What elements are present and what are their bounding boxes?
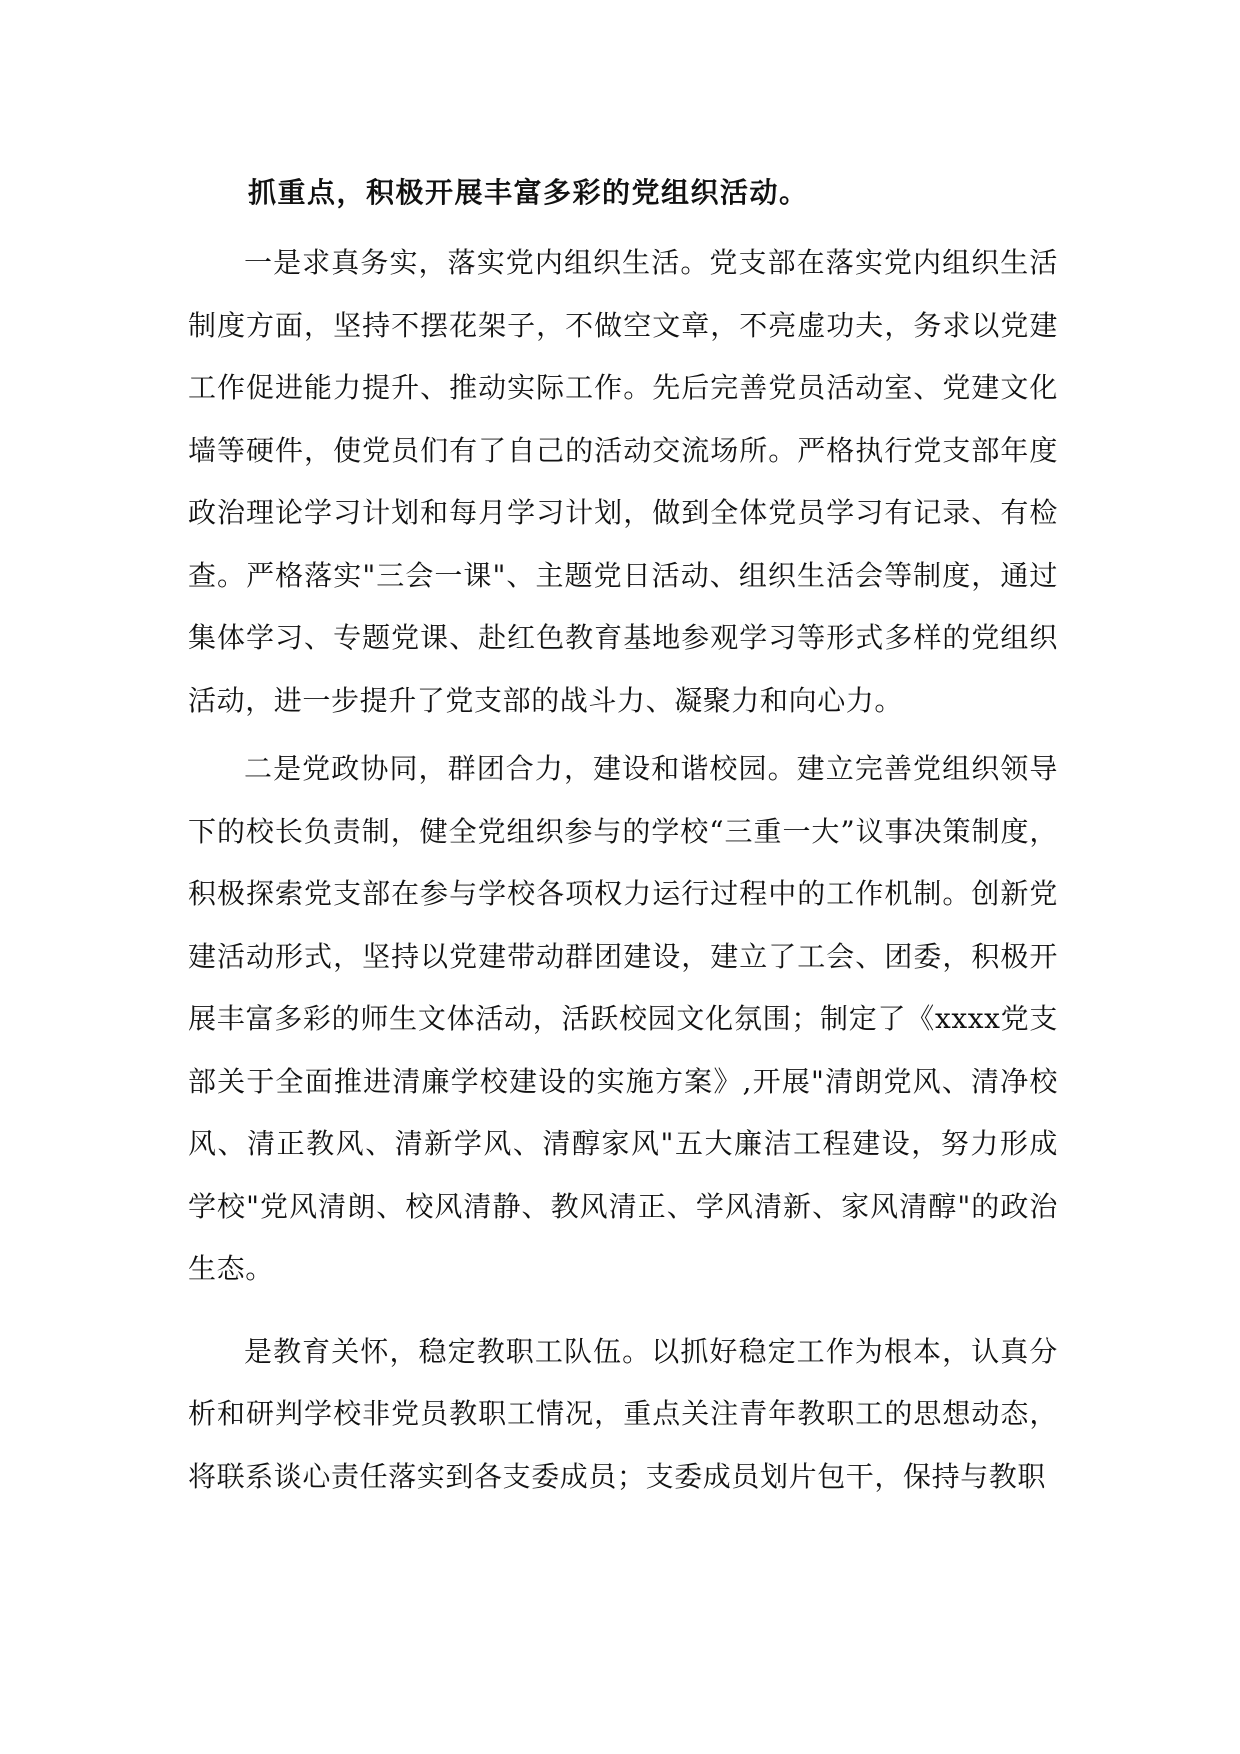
section-heading: 抓重点，积极开展丰富多彩的党组织活动。: [248, 176, 809, 209]
paragraph-1: 一是求真务实，落实党内组织生活。党支部在落实党内组织生活制度方面，坚持不摆花架子，不做空文章，不亮虚功夫，务求以党建工作促进能力提升、推动实际工作。先后完善党员活动室、党建文化墙等硬件，使党员们有了自己的活动交流场所。严格执行党支部年度政治理论学习计划和每月学习计划，做到全体党员学习有记录、有检查。严格落实"三会一课"、主题党日活动、组织生活会等制度，通过集体学习、专题党课、赴红色教育基地参观学习等形式多样的党组织活动，进一步提升了党支部的战斗力、凝聚力和向心力。: [188, 246, 1058, 717]
paragraph-2: 二是党政协同，群团合力，建设和谐校园。建立完善党组织领导下的校长负责制，健全党组织参与的学校“三重一大”议事决策制度，积极探索党支部在参与学校各项权力运行过程中的工作机制。创新党建活动形式，坚持以党建带动群团建设，建立了工会、团委，积极开展丰富多彩的师生文体活动，活跃校园文化氛围；制定了《xxxx党支部关于全面推进清廉学校建设的实施方案》,开展"清朗党风、清净校风、清正教风、清新学风、清醇家风"五大廉洁工程建设，努力形成学校"党风清朗、校风清静、教风清正、学风清新、家风清醇"的政治生态。: [188, 752, 1058, 1285]
paragraph-3: 是教育关怀，稳定教职工队伍。以抓好稳定工作为根本，认真分析和研判学校非党员教职工情况，重点关注青年教职工的思想动态，将联系谈心责任落实到各支委成员；支委成员划片包干，保持与教职: [188, 1334, 1058, 1493]
document-body: [188, 160, 1058, 1508]
